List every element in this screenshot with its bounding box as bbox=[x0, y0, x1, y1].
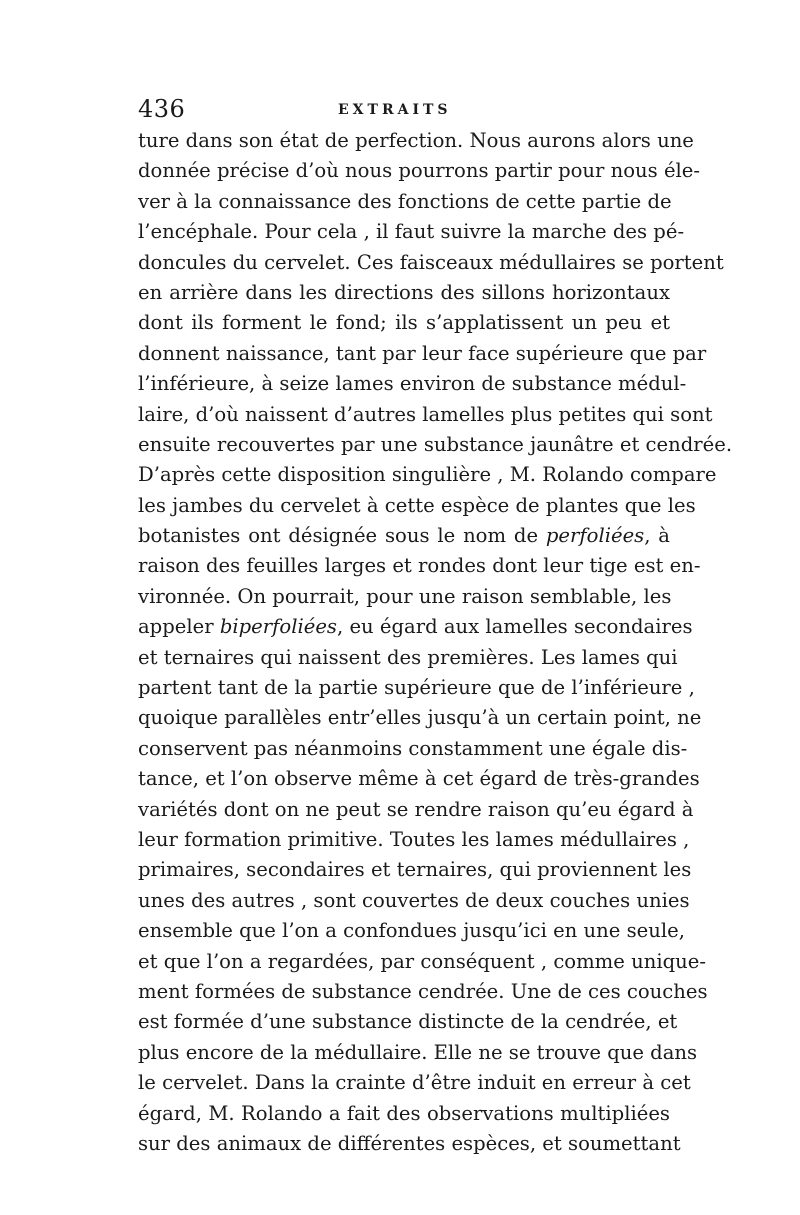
text-line: et que l’on a regardées, par conséquent , comme unique- bbox=[138, 949, 706, 973]
text-line: conservent pas néanmoins constamment une égale dis- bbox=[138, 736, 688, 760]
text-line: l’encéphale. Pour cela , il faut suivre la marche des pé- bbox=[138, 220, 685, 244]
text-line: tance, et l’on observe même à cet égard de très-grandes bbox=[138, 767, 700, 791]
text-line: est formée d’une substance distincte de la cendrée, et bbox=[138, 1010, 678, 1034]
page-number: 436 bbox=[138, 95, 186, 123]
text-line: donnée précise d’où nous pourrons partir pour nous éle- bbox=[138, 159, 701, 183]
text-line: primaires, secondaires et ternaires, qui proviennent les bbox=[138, 858, 692, 882]
text-line: variétés dont on ne peut se rendre raison qu’eu égard à bbox=[138, 797, 694, 821]
text-line: D’après cette disposition singulière , M. Rolando compare bbox=[138, 463, 717, 487]
text-line: ment formées de substance cendrée. Une de ces couches bbox=[138, 979, 708, 1003]
text-line: le cervelet. Dans la crainte d’être induit en erreur à cet bbox=[138, 1071, 691, 1095]
text-line: égard, M. Rolando a fait des observations multipliées bbox=[138, 1101, 670, 1125]
text-line-italic: appeler biperfoliées, eu égard aux lamelles secondaires bbox=[138, 615, 693, 639]
page-header bbox=[138, 92, 668, 126]
text-line: vironnée. On pourrait, pour une raison semblable, les bbox=[138, 584, 672, 608]
running-head: EXTRAITS bbox=[338, 102, 452, 118]
text-line: plus encore de la médullaire. Elle ne se trouve que dans bbox=[138, 1040, 698, 1064]
text-line-italic: botanistes ont désignée sous le nom de perfoliées, à bbox=[138, 524, 670, 548]
text-line: raison des feuilles larges et rondes dont leur tige est en- bbox=[138, 554, 701, 578]
text-line: dont ils forment le fond; ils s’applatissent un peu et bbox=[138, 311, 670, 335]
text-line: les jambes du cervelet à cette espèce de plantes que les bbox=[138, 493, 696, 517]
text-line: quoique parallèles entr’elles jusqu’à un certain point, ne bbox=[138, 706, 702, 730]
italic-term: biperfoliées bbox=[219, 615, 337, 639]
text-line: ensemble que l’on a confondues jusqu’ici en une seule, bbox=[138, 919, 685, 943]
text-line: ensuite recouvertes par une substance jaunâtre et cendrée. bbox=[138, 432, 733, 456]
text-line: unes des autres , sont couvertes de deux couches unies bbox=[138, 888, 690, 912]
body-text bbox=[138, 126, 733, 1159]
text-line: ture dans son état de perfection. Nous aurons alors une bbox=[138, 129, 694, 152]
text-line: l’inférieure, à seize lames environ de substance médul- bbox=[138, 372, 687, 396]
text-line: ver à la connaissance des fonctions de cette partie de bbox=[138, 189, 672, 213]
text-line: en arrière dans les directions des sillons horizontaux bbox=[138, 280, 670, 304]
text-line: donnent naissance, tant par leur face supérieure que par bbox=[138, 341, 707, 365]
text-line: sur des animaux de différentes espèces, et soumettant bbox=[138, 1131, 681, 1155]
text-line: doncules du cervelet. Ces faisceaux médullaires se portent bbox=[138, 250, 724, 274]
text-line: partent tant de la partie supérieure que de l’inférieure , bbox=[138, 676, 695, 700]
italic-term: perfoliées bbox=[545, 524, 645, 548]
text-line: et ternaires qui naissent des premières. Les lames qui bbox=[138, 645, 678, 669]
text-line: leur formation primitive. Toutes les lames médullaires , bbox=[138, 827, 690, 851]
text-line: laire, d’où naissent d’autres lamelles plus petites qui sont bbox=[138, 402, 713, 426]
